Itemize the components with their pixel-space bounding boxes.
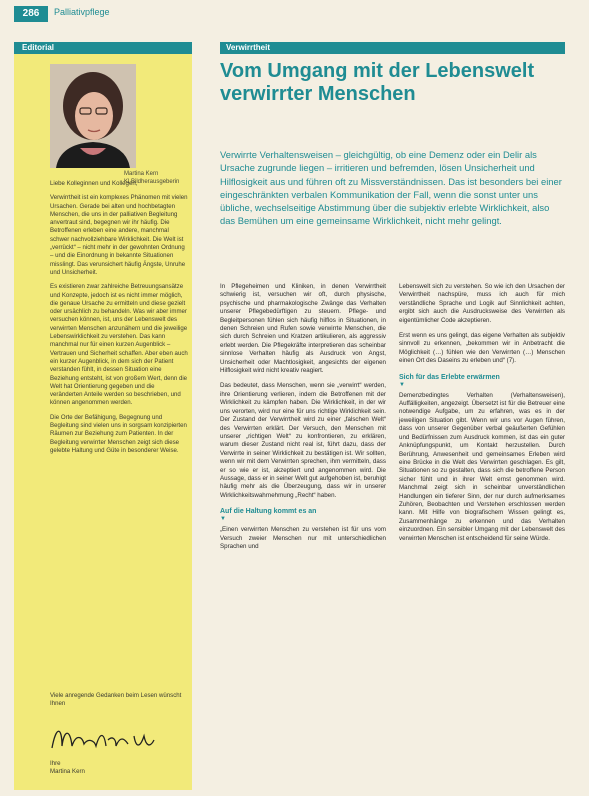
editorial-tag: Editorial (14, 42, 192, 54)
article-title: Vom Umgang mit der Lebenswelt verwirrter Menschen (220, 60, 535, 105)
closing-word: Ihre (50, 760, 61, 767)
subheading-haltung (220, 507, 386, 522)
article-paragraph: Erst wenn es uns gelingt, das eigene Verhalten als subjektiv sinnvoll zu erkennen, „bekommen wir in Anbetracht die Möglichkeit (…) fühlen wie den Verwirrten (…) Menschen einen Ort des Daseins zu erleben und“ (7). (399, 332, 565, 365)
closing-name: Martina Kern (50, 768, 85, 776)
subheading-text: Auf die Haltung kommt es an (220, 508, 317, 516)
article-tag: Verwirrtheit (220, 42, 565, 54)
article-paragraph: Demenzbedingtes Verhalten (Verhaltensweisen), Auffälligkeiten, angezeigt. Übersetzt ist für die Betreuer eine notwendige Aufgabe, um zu erfahren, was es in der jeweiligen Situation gibt. Wenn wir uns vor Augen führen, dass von unserer Gegenüber verbal geäußerten Gefühlen und Bedürfnissen zum Ausdruck kommen, ist das ein guter Anknüpfungspunkt, um Kontakt herzustellen. Durch Berührung, Anwesenheit und gemeinsames Erleben wird eine Brücke in die Welt des Verwirrten geschlagen. Es gilt, Situationen so zu gestalten, dass sich die betroffene Person sicher fühlt und in ihrer Welt ernst genommen wird. Manchmal zeigt sich in scheinbar unverständlichen Handlungen ein tieferer Sinn, der nur durch aufmerksames Zuhören, Beobachten und Verstehen erschlossen werden kann. Mit Hilfe von biografischem Wissen gelingt es, Zusammenhänge zu erkennen und das Verhalten einzuordnen. Ein sensibler Umgang mit der Lebenswelt des verwirrten Menschen ist entscheidend für seine Würde. (399, 391, 565, 542)
signature-drawing (48, 718, 158, 758)
editorial-paragraph: Verwirrtheit ist ein komplexes Phänomen mit vielen Ursachen. Gerade bei alten und hochbetagten Menschen, die uns in der palliativen Begleitung anvertraut sind, begegnen wir ihr häufig. Die Betroffenen erleben eine andere, manchmal schwer nachvollziehbare Wirklichkeit. Die Welt ist „verrückt“ – nicht mehr in der gewohnten Ordnung – und die Einordnung in bekannte Situationen misslingt. Das verunsichert häufig Ängste, Unruhe und Unsicherheit. (50, 194, 188, 276)
page-header (0, 0, 589, 26)
down-arrow-icon: ▼ (220, 516, 226, 523)
subheading-text: Sich für das Erlebte erwärmen (399, 373, 500, 381)
author-portrait (50, 64, 136, 168)
editorial-paragraph: Es existieren zwar zahlreiche Betreuungsansätze und Konzepte, jedoch ist es nicht immer möglich, die genaue Ursache zu ermitteln und diese gezielt oder ursächlich zu behandeln. Was wir aber immer versuchen können, ist, uns der Lebenswelt des verwirrten Menschen anzunähern und die jeweilige Lebenswirklichkeit zu verstehen. Das kann manchmal nur für einen kurzen Augenblick – Vertrauen und Sicherheit schaffen. Aber eben auch ein kurzer Augenblick, in dem sich der Patient verstanden fühlt, in dessen Situation eine Beziehung entsteht, ist von großem Wert, denn die Welt hat Orientierung gegeben und die veränderten Anteile werden so beschrieben, und können angenommen werden. (50, 283, 188, 407)
article-paragraph: Das bedeutet, dass Menschen, wenn sie „verwirrt“ werden, ihre Orientierung verlieren, indem die Betroffenen mit der Wirklichkeit zu kämpfen haben. Die Wirklichkeit, in der wir uns verorten, wird nur eine für uns richtige Wirklichkeit sein. Der Zustand der Verwirrtheit wird zu einer „falschen Welt“ des Verwirrten erklärt. Der Versuch, den Menschen mit unserer „richtigen Welt“ zu konfrontieren, zu erklären, warum dieser Zustand nicht real ist, führt dazu, dass der Verwirrte in seiner Wirklichkeit zu bestätigen ist. Wir sollten, wenn wir mit dem Verwirrten sprechen, ihm vermitteln, dass er so wie er ist, akzeptiert und angenommen wird. Die Aussage, dass er in seiner Welt gut aufgehoben ist, beruhigt häufig mehr als die Überzeugung, dass wir in unserer Wirklichkeitswahrnehmung „Recht“ haben. (220, 382, 386, 499)
editorial-sidebar (14, 42, 192, 790)
article-paragraph: Lebenswelt sich zu verstehen. So wie ich den Ursachen der Verwirrtheit nachspüre, muss ich auch für mich verständliche Sprache und Logik auf Sinnlichkeit achten, ergibt sich auch die Ausdrucksweise des Verwirrten als eigentümlicher Code akzeptieren. (399, 283, 565, 324)
page-number: 286 (14, 6, 48, 22)
editorial-greeting: Liebe Kolleginnen und Kollegen, (50, 180, 138, 187)
caption-role: Kl.Bildherausgeberin (124, 179, 180, 185)
article-lead: Verwirrte Verhaltensweisen – gleichgültig, ob eine Demenz oder ein Delir als Ursache zugrunde liegen – irritieren und befremden, lösen Unsicherheit und Hilflosigkeit aus und führen oft zu Missverständnissen. Das ist besonders bei einer eingeschränkten verbalen Kommunikation der Fall, wenn die sonst unter uns übliche, wechselseitige Abstimmung über die subjektiv erlebte Wirklichkeit, also das Bemühen um eine gemeinsame Wirklichkeit, nicht mehr gelingt. (220, 149, 562, 227)
subheading-erlebte (399, 373, 565, 388)
article-column-left (220, 283, 386, 558)
editorial-body (50, 180, 188, 461)
editorial-closing-wish: Viele anregende Gedanken beim Lesen wünscht Ihnen (50, 692, 182, 708)
caption-name: Martina Kern (124, 171, 159, 177)
down-arrow-icon: ▼ (399, 381, 405, 388)
portrait-illustration (50, 64, 136, 168)
handwritten-signature (48, 718, 158, 758)
editorial-signoff (50, 760, 85, 777)
article-paragraph: „Einen verwirrten Menschen zu verstehen ist für uns vom Versuch zweier Menschen nur mit unterschiedlichen Sprachen und (220, 526, 386, 550)
editorial-paragraph: Die Orte der Befähigung, Begegnung und Begleitung sind vielen uns in sorgsam konzipierten Räumen zur Beziehung zum Patienten. In der Begleitung verwirrter Menschen zeigt sich diese gelebte Haltung und Güte in besonderer Weise. (50, 413, 187, 454)
section-name: Palliativpflege (54, 7, 110, 17)
article-column-right (399, 283, 565, 550)
article-paragraph: In Pflegeheimen und Kliniken, in denen Verwirrtheit schwierig ist, versuchen wir oft, durch physische, psychische und pharmakologische Zwänge das Verhalten unserer Pflegebedürftigen zu steuern. Pflege- und Begleitpersonen fühlen sich häufig hilflos in Situationen, in denen Schreien und Rufen sowie verwirrte Menschen, die sich durch Schreien und Kratzen artikulieren, als aggressiv erlebt werden. Die Pflegekräfte interpretieren das scheinbar sinnlose Verhalten häufig als Ausdruck von Angst, Unsicherheit oder Machtlosigkeit, angesichts der eigenen Hilflosigkeit wird nicht kreativ reagiert. (220, 283, 386, 375)
